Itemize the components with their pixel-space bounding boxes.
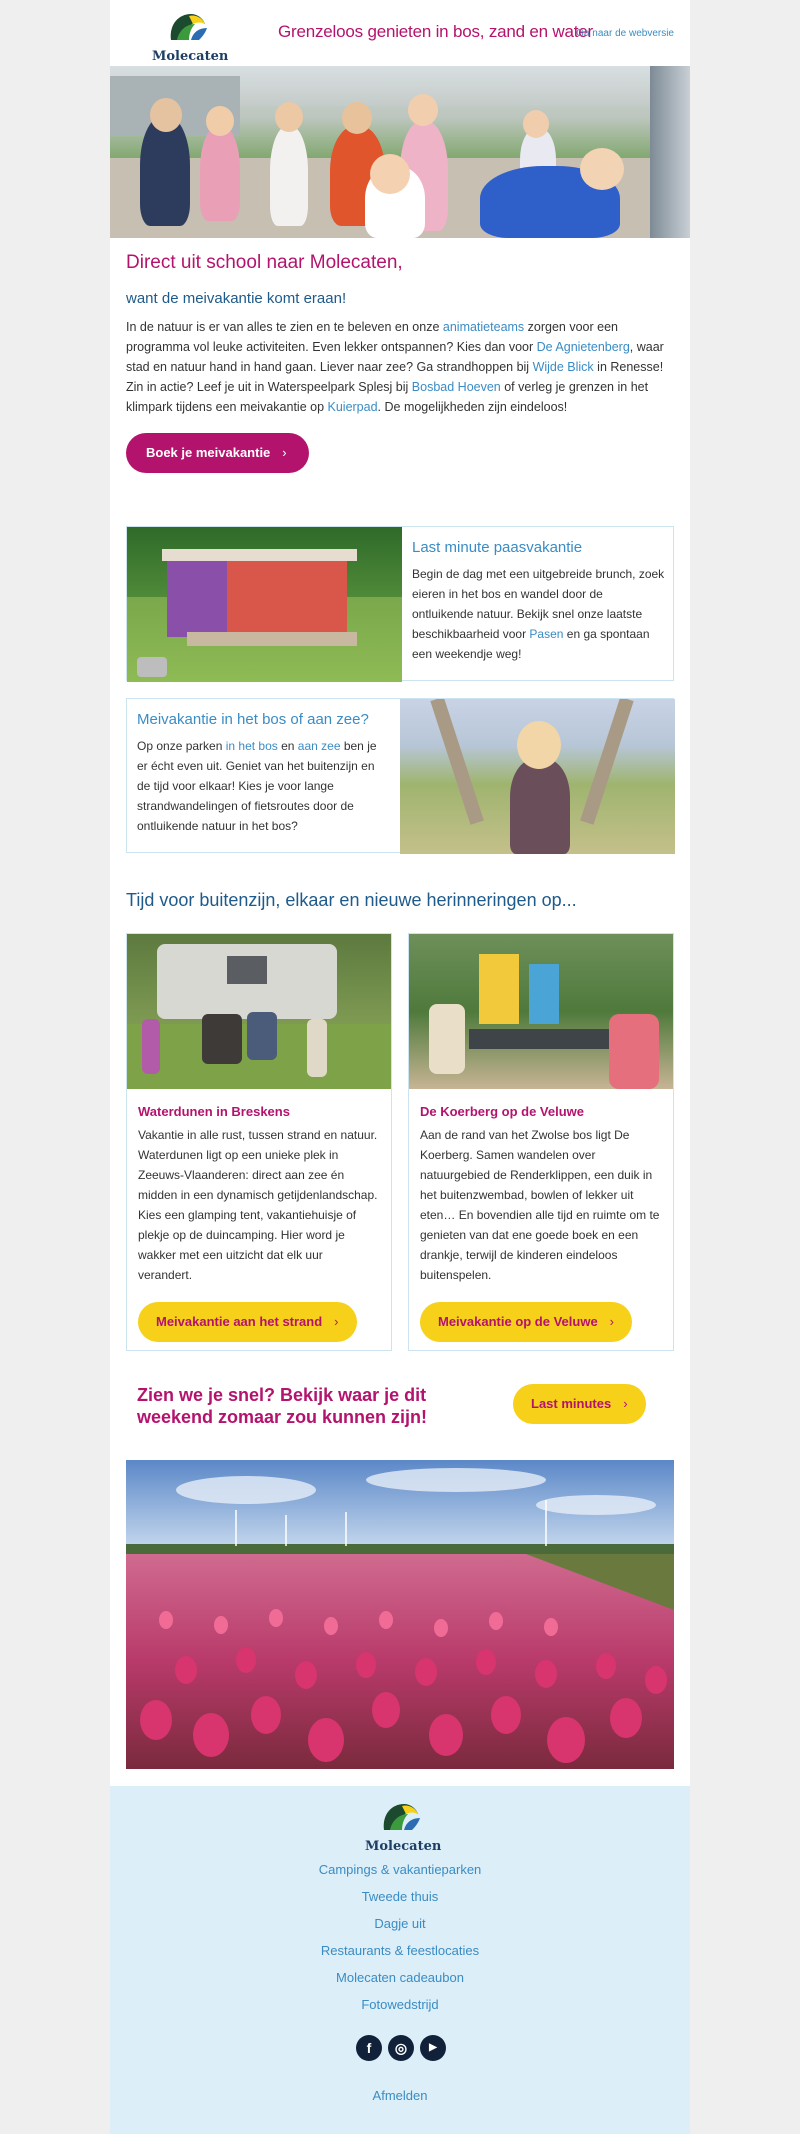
meivakantie-text-1: Op onze parken: [137, 739, 226, 753]
meivakantie-text-3: ben je er écht even uit. Geniet van het buitenzijn en de tijd voor elkaar! Kies je voor lange strandwandelingen of fietsroutes door de ontluikende natuur in het bos?: [137, 739, 377, 833]
footer-link-campings[interactable]: Campings & vakantieparken: [318, 1862, 482, 1877]
chevron-right-icon: ›: [609, 1314, 615, 1329]
link-wijde-blick[interactable]: Wijde Blick: [532, 360, 594, 374]
chevron-right-icon: ›: [623, 1396, 628, 1411]
girl-on-swing-image[interactable]: [400, 699, 675, 854]
link-pasen[interactable]: Pasen: [529, 627, 564, 641]
footer-link-cadeaubon[interactable]: Molecaten cadeaubon: [336, 1970, 464, 1985]
hero-image-children-playing[interactable]: [110, 66, 690, 238]
last-minute-text: [402, 527, 675, 664]
card-koerberg: [408, 933, 674, 1351]
book-meivakantie-label: Boek je meivakantie: [146, 445, 271, 460]
last-minute-block: [126, 526, 674, 681]
last-minute-body: [412, 564, 665, 664]
intro-text-1: In de natuur is er van alles te zien en te beleven en onze: [126, 320, 443, 334]
intro-text-6: . De mogelijkheden zijn eindeloos!: [377, 400, 568, 414]
social-links: [356, 2035, 446, 2061]
intro-text-2: zorgen voor een programma vol leuke activiteiten. Even lekker ontspannen? Kies dan voor: [126, 320, 618, 354]
intro-subtitle: want de meivakantie komt eraan!: [126, 290, 347, 307]
footer-logo-mark-icon: [378, 1800, 422, 1832]
link-kuierpad[interactable]: Kuierpad: [327, 400, 378, 414]
intro-section: [110, 238, 690, 473]
intro-text-3: , waar stad en natuur hand in hand gaan. Liever naar zee? Ga strandhoppen bij: [126, 340, 664, 374]
meivakantie-strand-button[interactable]: [138, 1302, 357, 1342]
book-meivakantie-button[interactable]: [126, 433, 309, 473]
waterdunen-image[interactable]: [127, 934, 391, 1089]
koerberg-title: De Koerberg op de Veluwe: [420, 1104, 584, 1119]
chevron-right-icon: ›: [282, 445, 287, 460]
intro-text-5: of verleg je grenzen in het klimpark tijdens een meivakantie op: [126, 380, 649, 414]
last-minutes-label: Last minutes: [531, 1396, 612, 1411]
email-footer: [110, 1786, 690, 2134]
meivakantie-text-2: en: [277, 739, 298, 753]
promo-text: Zien we je snel? Bekijk waar je dit weekend zomaar zou kunnen zijn!: [137, 1385, 428, 1427]
email-header: [110, 0, 690, 66]
link-aan-zee[interactable]: aan zee: [297, 739, 341, 753]
meivakantie-strand-label: Meivakantie aan het strand: [156, 1314, 323, 1329]
tulip-field-illustration: [126, 1460, 674, 1769]
footer-logo-text: Molecaten: [365, 1839, 442, 1854]
footer-links: [110, 1862, 690, 2024]
meivakantie-text: [127, 699, 400, 836]
meivakantie-body: [137, 736, 390, 836]
footer-link-fotowedstrijd[interactable]: Fotowedstrijd: [361, 1997, 439, 2012]
section-title: Tijd voor buitenzijn, elkaar en nieuwe herinneringen op...: [126, 890, 577, 910]
last-minute-title: Last minute paasvakantie: [412, 539, 583, 556]
meivakantie-veluwe-label: Meivakantie op de Veluwe: [438, 1314, 598, 1329]
footer-link-tweede-thuis[interactable]: Tweede thuis: [361, 1889, 439, 1904]
logo-text: Molecaten: [152, 49, 229, 64]
waterdunen-body: Vakantie in alle rust, tussen strand en natuur. Waterdunen ligt op een unieke plek in Zeeuws-Vlaanderen: direct aan zee én midden in een dynamisch getijdenlandschap. Kies een glamping tent, vakantiehuisje of plekje op de duincamping. Hier word je wakker met een uitzicht dat elk uur verandert.: [138, 1128, 378, 1282]
meivakantie-block: [126, 698, 674, 853]
molecaten-logo[interactable]: [152, 10, 229, 64]
footer-link-restaurants[interactable]: Restaurants & feestlocaties: [320, 1943, 480, 1958]
last-minute-text-1: Begin de dag met een uitgebreide brunch, zoek eieren in het bos en wandel door de ontluikende natuur. Bekijk snel onze laatste beschikbaarheid voor: [412, 567, 665, 641]
facebook-icon[interactable]: f: [356, 2035, 382, 2061]
card-waterdunen: [126, 933, 392, 1351]
intro-title: Direct uit school naar Molecaten,: [126, 252, 403, 273]
header-tagline: Grenzeloos genieten in bos, zand en water: [278, 22, 594, 41]
link-bosbad-hoeven[interactable]: Bosbad Hoeven: [411, 380, 501, 394]
tulip-field-image[interactable]: [126, 1460, 674, 1769]
holiday-cabin-image[interactable]: [127, 527, 402, 682]
last-minute-text-2: en ga spontaan een weekendje weg!: [412, 627, 650, 661]
link-de-agnietenberg[interactable]: De Agnietenberg: [536, 340, 630, 354]
meivakantie-title: Meivakantie in het bos of aan zee?: [137, 711, 369, 728]
intro-paragraph: [126, 317, 674, 417]
email-container: [110, 0, 690, 2134]
intro-text-4: in Renesse! Zin in actie? Leef je uit in Waterspeelpark Splesj bij: [126, 360, 664, 394]
link-in-het-bos[interactable]: in het bos: [225, 739, 278, 753]
chevron-right-icon: ›: [334, 1314, 339, 1329]
waterdunen-title: Waterdunen in Breskens: [138, 1104, 290, 1119]
web-version-link[interactable]: Ga naar de webversie: [576, 28, 674, 39]
koerberg-body: Aan de rand van het Zwolse bos ligt De Koerberg. Samen wandelen over natuurgebied de Renderklippen, een duik in het buitenzwembad, bowlen of lekker uit eten… En bovendien alle tijd en ruimte om te genieten van dat ene goede boek en een drankje, terwijl de kinderen eindeloos buitenspelen.: [420, 1128, 660, 1282]
footer-link-dagje-uit[interactable]: Dagje uit: [374, 1916, 426, 1931]
unsubscribe-link[interactable]: Afmelden: [372, 2088, 428, 2103]
koerberg-image[interactable]: [409, 934, 673, 1089]
youtube-icon[interactable]: ▶: [420, 2035, 446, 2061]
last-minutes-button[interactable]: [513, 1384, 646, 1424]
logo-mark-icon: [165, 10, 209, 42]
footer-logo[interactable]: [365, 1800, 442, 1854]
link-animatieteams[interactable]: animatieteams: [442, 320, 525, 334]
instagram-icon[interactable]: ◎: [388, 2035, 414, 2061]
meivakantie-veluwe-button[interactable]: [420, 1302, 632, 1342]
